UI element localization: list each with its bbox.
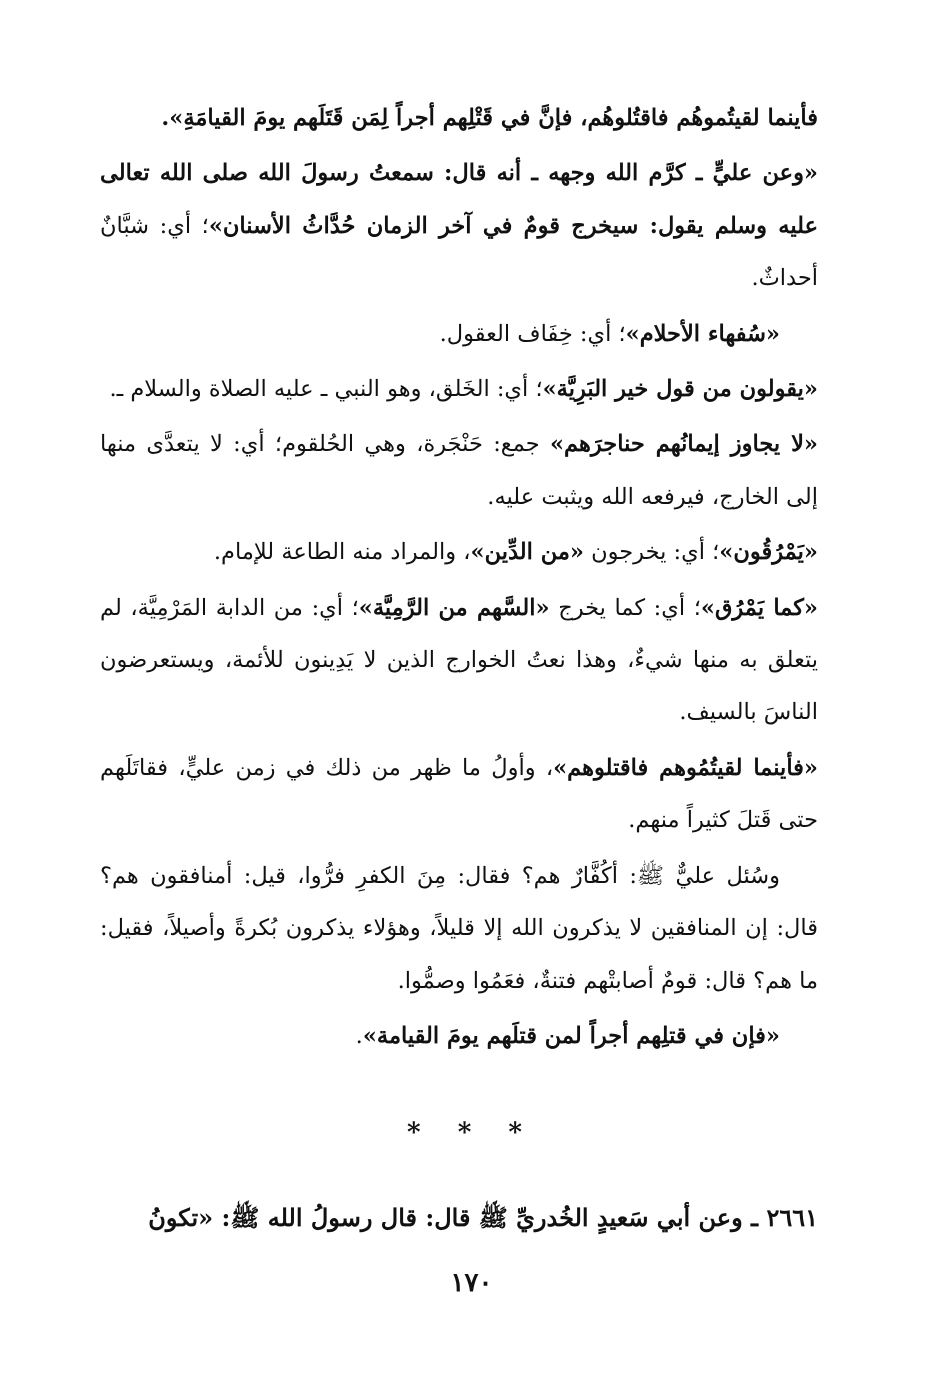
hadith-quote: «يَمْرُقُون»	[719, 539, 818, 566]
hadith-quote: «السَّهم من الرَّمِيَّة»	[358, 594, 550, 621]
hadith-heading: ٢٦٦١ ـ وعن أبي سَعيدٍ الخُدريِّ ﷺ قال: قال رسولُ الله ﷺ: «تكونُ	[148, 1203, 818, 1232]
hadith-quote: فأينما لقيتُموهُم فاقتُلوهُم، فإنَّ في قَتْلِهم أجراً لِمَن قَتَلَهم يومَ القيامَةِ».	[161, 105, 818, 131]
paragraph-3	[100, 308, 818, 360]
paragraph-2	[100, 147, 818, 304]
explanation-text: ؛ أي: كما يخرج	[549, 594, 701, 621]
explanation-text: ؛ أي: من الدابة المَرْمِيَّة، لم يتعلق به منها شيءٌ، وهذا نعتُ الخوارج الذين لا يَدِينون للأئمة، ويستعرضون الناسَ بالسيف.	[100, 594, 818, 726]
section-separator: * * *	[407, 1118, 536, 1148]
paragraph-8	[100, 742, 818, 847]
explanation-text: ؛ أي: شبَّانٌ أحداثٌ.	[100, 212, 818, 292]
hadith-quote: «يقولون من قول خير البَرِيَّة»	[542, 376, 818, 403]
hadith-quote: «كما يَمْرُق»	[700, 594, 818, 621]
page-number: ١٧٠	[450, 1268, 493, 1298]
paragraph-10	[100, 1010, 818, 1062]
hadith-quote: «وعن عليٍّ ـ كرَّم الله وجهه ـ أنه قال: سمعتُ رسولَ الله صلى الله تعالى عليه وسلم يقول: سيخرج قومٌ في آخر الزمان حُدَّاثُ الأسنان»	[100, 160, 819, 239]
hadith-quote: «من الدِّين»	[470, 539, 584, 566]
explanation-text: ؛ أي: يخرجون	[583, 539, 720, 566]
paragraph-6	[100, 526, 818, 578]
explanation-text: ؛ أي: خِفَاف العقول.	[439, 320, 626, 347]
explanation-text: ، والمراد منه الطاعة للإمام.	[213, 539, 471, 566]
commentary-text	[100, 92, 818, 1062]
explanation-text: وسُئل عليٌّ ﷺ: أكُفَّارٌ هم؟ فقال: مِنَ الكفرِ فرُّوا، قيل: أمنافقون هم؟ قال: إن المنافقين لا يذكرون الله إلا قليلاً، وهؤلاء يذكرون بُكرةً وأصيلاً، فقيل: ما هم؟ قال: قومٌ أصابتْهم فتنةٌ، فعَمُوا وصمُّوا.	[100, 862, 818, 994]
paragraph-7	[100, 582, 818, 739]
explanation-text: .	[355, 1022, 363, 1049]
explanation-text: ؛ أي: الخَلق، وهو النبي ـ عليه الصلاة والسلام ـ.	[109, 376, 543, 403]
paragraph-1	[100, 92, 818, 144]
hadith-quote: «فإن في قتلِهم أجراً لمن قتلَهم يومَ القيامة»	[362, 1022, 780, 1049]
explanation-text: ، وأولُ ما ظهر من ذلك في زمن عليٍّ، فقاتَلَهم حتى قَتلَ كثيراً منهم.	[100, 754, 818, 834]
hadith-quote: «فأينما لقيتُمُوهم فاقتلوهم»	[553, 754, 818, 781]
paragraph-4	[100, 363, 818, 415]
hadith-quote: «لا يجاوز إيمانُهم حناجرَهم»	[549, 431, 818, 458]
paragraph-9	[100, 850, 818, 1007]
paragraph-5	[100, 418, 818, 523]
explanation-text: جمع: حَنْجَرة، وهي الحُلقوم؛ أي: لا يتعدَّى منها إلى الخارج، فيرفعه الله ويثبت عليه.	[100, 431, 818, 510]
hadith-quote: «سُفهاء الأحلام»	[625, 320, 780, 347]
